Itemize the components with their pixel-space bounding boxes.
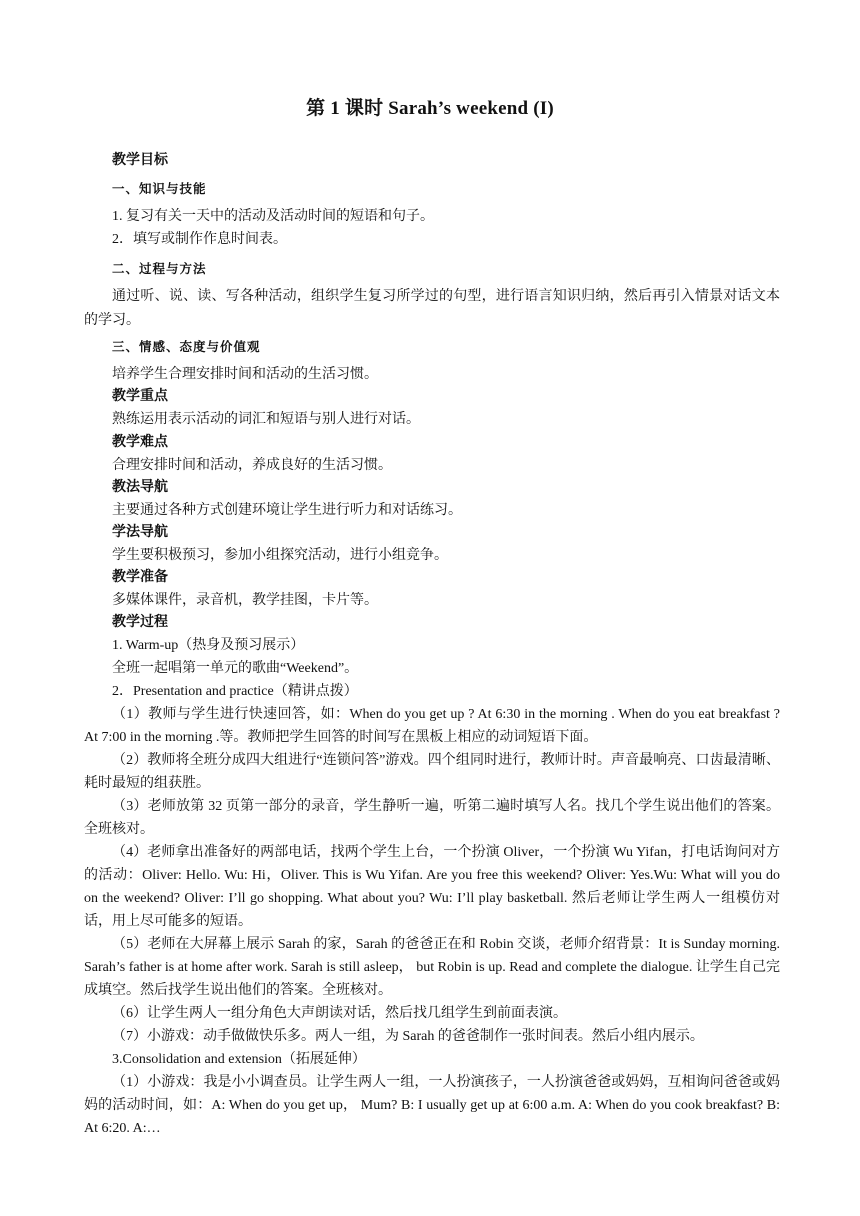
learning-method-text: 学生要积极预习，参加小组探究活动，进行小组竞争。 — [112, 548, 448, 563]
objectives-heading: 教学目标 — [112, 153, 168, 168]
values-section — [84, 336, 780, 386]
difficulties-heading: 教学难点 — [112, 435, 168, 450]
consolidation-item-1: （1）小游戏：我是小小调查员。让学生两人一组，一人扮演孩子，一人扮演爸爸或妈妈，互相询问爸爸或妈妈的活动时间，如：A: When do you get up， Mum? B: I usually get up at 6:00 a.m. A: When do you cook breakfast? B: At 6:20. A:… — [84, 1075, 780, 1136]
presentation-item-1: （1）教师与学生进行快速回答，如：When do you get up ? At 6:30 in the morning . When do you eat breakfast ? At 7:00 in the morning .等。教师把学生回答的时间写在黑板上相应的动词短语下面。 — [84, 707, 780, 745]
preparation-text: 多媒体课件，录音机，教学挂图，卡片等。 — [112, 593, 378, 608]
presentation-item-2: （2）教师将全班分成四大组进行“连锁问答”游戏。四个组同时进行，教师计时。声音最响亮、口齿最清晰、耗时最短的组获胜。 — [84, 753, 780, 791]
process-method-section — [84, 258, 780, 333]
process-method-heading: 二、过程与方法 — [112, 262, 207, 276]
objectives-section — [84, 150, 780, 172]
learning-method-section — [112, 522, 808, 567]
teaching-process-heading: 教学过程 — [112, 615, 168, 630]
presentation-item-5: （5）老师在大屏幕上展示 Sarah 的家，Sarah 的爸爸正在和 Robin 交谈，老师介绍背景：It is Sunday morning. Sarah’s father is at home after work. Sarah is still asleep， but Robin is up. Read and complete the dialogue. 让学生自己完成填空。然后找学生说出他们的答案。全班核对。 — [84, 937, 780, 998]
process-method-text: 通过听、说、读、写各种活动，组织学生复习所学过的句型，进行语言知识归纳，然后再引入情景对话文本的学习。 — [84, 289, 780, 328]
teaching-method-text: 主要通过各种方式创建环境让学生进行听力和对话练习。 — [112, 503, 462, 518]
lesson-title: 第 1 课时 Sarah’s weekend (I) — [306, 98, 554, 119]
presentation-item-7: （7）小游戏：动手做做快乐多。两人一组，为 Sarah 的爸爸制作一张时间表。然后小组内展示。 — [112, 1029, 704, 1044]
warmup-title: 1. Warm-up（热身及预习展示） — [112, 638, 305, 653]
presentation-item-3: （3）老师放第 32 页第一部分的录音，学生静听一遍，听第二遍时填写人名。找几个学生说出他们的答案。全班核对。 — [84, 799, 780, 837]
learning-method-heading: 学法导航 — [112, 525, 168, 540]
knowledge-skills-section — [84, 178, 780, 251]
difficulties-text: 合理安排时间和活动，养成良好的生活习惯。 — [112, 458, 392, 473]
teaching-method-heading: 教法导航 — [112, 480, 168, 495]
warmup-text: 全班一起唱第一单元的歌曲“Weekend”。 — [112, 661, 359, 676]
preparation-heading: 教学准备 — [112, 570, 168, 585]
presentation-title: 2．Presentation and practice（精讲点拨） — [112, 684, 358, 699]
teaching-method-section — [112, 477, 808, 522]
values-heading: 三、情感、态度与价值观 — [112, 340, 261, 354]
difficulties-section — [112, 432, 808, 477]
preparation-section — [112, 567, 808, 612]
key-points-section — [112, 386, 808, 431]
key-points-text: 熟练运用表示活动的词汇和短语与别人进行对话。 — [112, 412, 420, 427]
key-points-heading: 教学重点 — [112, 389, 168, 404]
teaching-process-section — [84, 612, 780, 1140]
knowledge-skills-heading: 一、知识与技能 — [112, 182, 207, 196]
presentation-item-4: （4）老师拿出准备好的两部电话，找两个学生上台，一个扮演 Oliver，一个扮演 Wu Yifan，打电话询问对方的活动：Oliver: Hello. Wu: Hi，Oliver. This is Wu Yifan. Are you free this weekend? Oliver: Yes.Wu: What will you do on the weekend? Oliver: I’ll go shopping. What about you? Wu: I’ll play basketball. 然后老师让学生两人一组模仿对话，用上尽可能多的短语。 — [84, 845, 780, 929]
consolidation-title: 3.Consolidation and extension（拓展延伸） — [112, 1052, 366, 1067]
values-text: 培养学生合理安排时间和活动的生活习惯。 — [112, 367, 378, 382]
presentation-item-6: （6）让学生两人一组分角色大声朗读对话，然后找几组学生到前面表演。 — [112, 1006, 567, 1021]
objective-item-2: 2．填写或制作作息时间表。 — [112, 232, 287, 247]
objective-item-1: 1. 复习有关一天中的活动及活动时间的短语和句子。 — [112, 209, 434, 224]
